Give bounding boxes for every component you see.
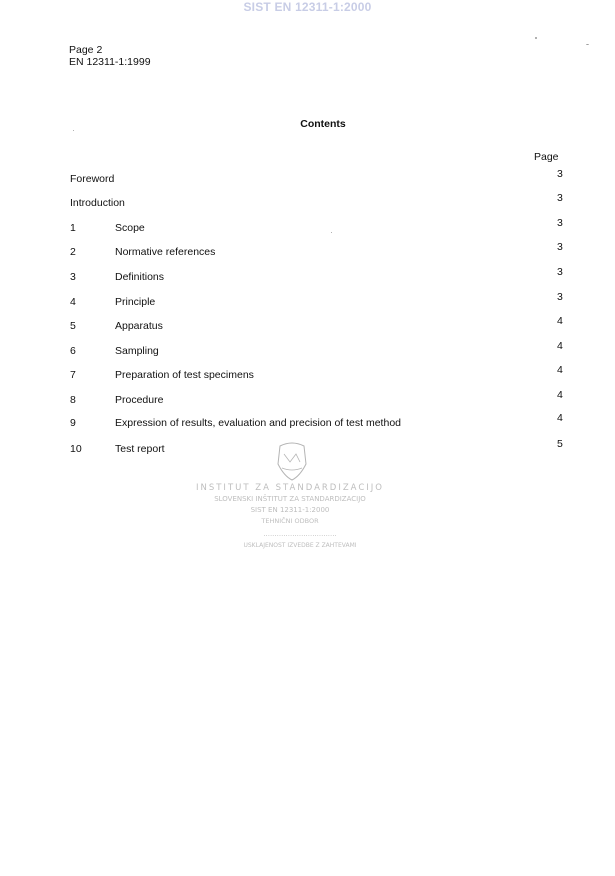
scan-speck: [586, 44, 589, 45]
toc-page: 4: [557, 315, 563, 327]
stamp-dotted-line: .................................: [263, 530, 337, 538]
toc-page: 5: [557, 438, 563, 450]
toc-row-apparatus: [0, 315, 615, 336]
toc-number: 4: [70, 296, 76, 308]
toc-page: 4: [557, 412, 563, 424]
toc-page: 3: [557, 217, 563, 229]
toc-number: 5: [70, 320, 76, 332]
contents-title: Contents: [300, 118, 346, 130]
toc-row-expression-of-results: [0, 412, 615, 433]
institution-stamp: [140, 440, 440, 560]
toc-number: 2: [70, 246, 76, 258]
toc-number: 6: [70, 345, 76, 357]
toc-row-scope: [0, 217, 615, 238]
toc-page: 4: [557, 364, 563, 376]
toc-number: 1: [70, 222, 76, 234]
toc-number: 7: [70, 369, 76, 381]
toc-title: Definitions: [115, 271, 165, 283]
toc-page: 3: [557, 291, 563, 303]
toc-page: 3: [557, 266, 563, 278]
scan-speck: [73, 130, 74, 131]
toc-title: Expression of results, evaluation and precision of test method: [115, 417, 401, 429]
toc-row-introduction: [0, 192, 615, 213]
toc-row-foreword: [0, 168, 615, 189]
toc-row-sampling: [0, 340, 615, 361]
toc-row-normative-references: [0, 241, 615, 262]
toc-row-principle: [0, 291, 615, 312]
toc-title: Foreword: [70, 173, 115, 185]
toc-title: Sampling: [115, 345, 159, 357]
toc-page: 4: [557, 389, 563, 401]
toc-number: 8: [70, 394, 76, 406]
toc-title: Normative references: [115, 246, 216, 258]
toc-number: 3: [70, 271, 76, 283]
toc-title: Principle: [115, 296, 156, 308]
toc-number: 9: [70, 417, 76, 429]
stamp-line-3: SIST EN 12311-1:2000: [250, 506, 330, 514]
toc-page: 3: [557, 241, 563, 253]
stamp-line-1: INSTITUT ZA STANDARDIZACIJO: [195, 483, 385, 493]
watermark-header: SIST EN 12311-1:2000: [243, 0, 372, 14]
toc-title: Scope: [115, 222, 145, 234]
crest-icon: [278, 443, 306, 480]
toc-page: 3: [557, 192, 563, 204]
page-column-header: Page: [534, 151, 559, 163]
page-info: [69, 44, 151, 68]
toc-title: Procedure: [115, 394, 164, 406]
toc-title: Preparation of test specimens: [115, 369, 254, 381]
toc-row-definitions: [0, 266, 615, 287]
scan-speck: [331, 232, 332, 233]
toc-page: 3: [557, 168, 563, 180]
toc-title: Test report: [115, 443, 165, 455]
toc-page: 4: [557, 340, 563, 352]
scan-speck: [535, 37, 537, 39]
toc-row-procedure: [0, 389, 615, 410]
stamp-line-5: USKLAJENOST IZVEDBE Z ZAHTEVAMI: [243, 542, 357, 549]
toc-title: Introduction: [70, 197, 125, 209]
toc-title: Apparatus: [115, 320, 163, 332]
stamp-line-2: SLOVENSKI INŠTITUT ZA STANDARDIZACIJO: [214, 495, 366, 503]
document-number: EN 12311-1:1999: [69, 56, 151, 68]
stamp-line-4: TEHNIČNI ODBOR: [261, 517, 319, 525]
toc-row-preparation: [0, 364, 615, 385]
toc-number: 10: [70, 443, 82, 455]
page-label: Page 2: [69, 44, 103, 56]
